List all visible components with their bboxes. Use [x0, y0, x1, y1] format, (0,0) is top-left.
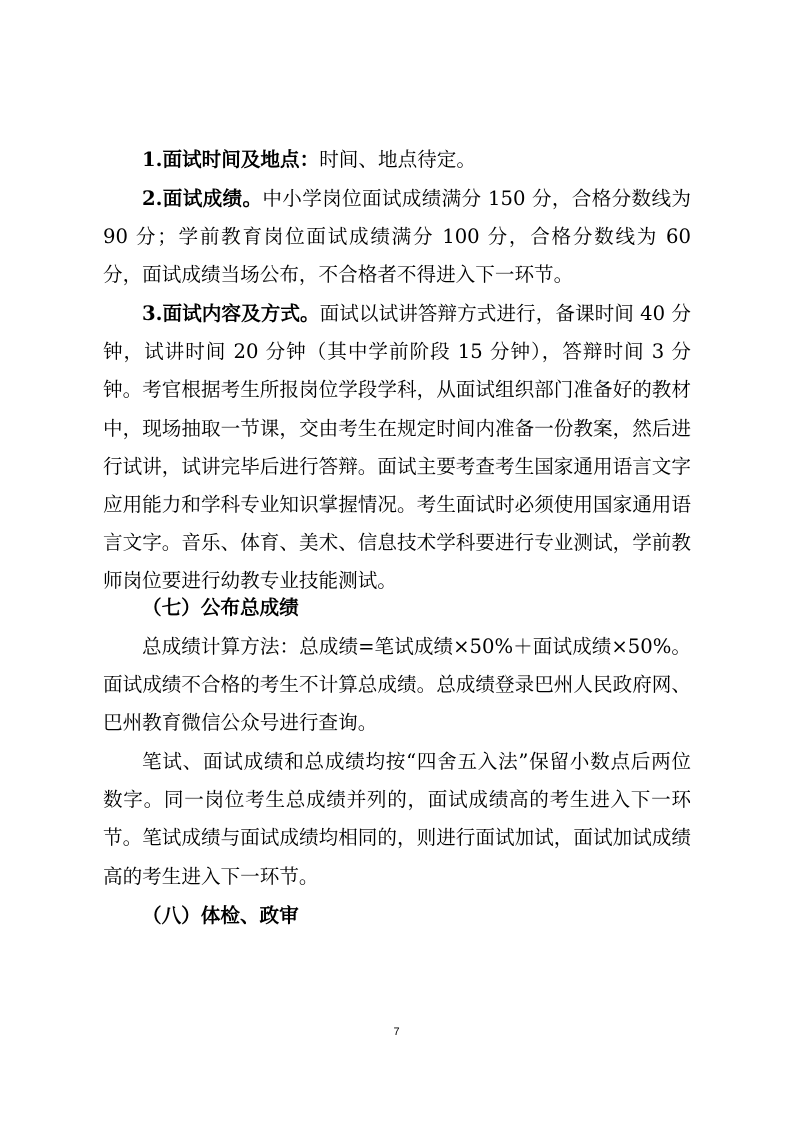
paragraph-interview-score — [103, 180, 691, 295]
paragraph-rounding-rule: 笔试、面试成绩和总成绩均按“四舍五入法”保留小数点后两位数字。同一岗位考生总成绩并列的，面试成绩高的考生进入下一环节。笔试成绩与面试成绩均相同的，则进行面试加试，面试加试成绩高的考生进入下一环节。 — [103, 750, 691, 888]
paragraph-heading: 3.面试内容及方式。 — [142, 302, 320, 325]
paragraph-total-score-method: 总成绩计算方法：总成绩=笔试成绩×50%＋面试成绩×50%。面试成绩不合格的考生不计算总成绩。总成绩登录巴州人民政府网、巴州教育微信公众号进行查询。 — [103, 635, 691, 735]
paragraph-interview-content — [103, 295, 691, 601]
paragraph-body: 中小学岗位面试成绩满分 150 分，合格分数线为 90 分；学前教育岗位面试成绩满分 100 分，合格分数线为 60 分，面试成绩当场公布，不合格者不得进入下一环节。 — [103, 187, 691, 287]
page-number: 7 — [393, 1026, 400, 1038]
paragraph-body: 时间、地点待定。 — [319, 148, 476, 171]
paragraph-interview-time — [103, 141, 691, 179]
section-heading-physical-exam: （八）体检、政审 — [142, 904, 299, 927]
paragraph-heading: 2.面试成绩。 — [142, 187, 263, 210]
paragraph-heading: 1.面试时间及地点： — [142, 148, 320, 171]
paragraph-body: 面试以试讲答辩方式进行，备课时间 40 分钟，试讲时间 20 分钟（其中学前阶段 15 分钟），答辩时间 3 分钟。考官根据考生所报岗位学段学科，从面试组织部门准备好的教材中，现场抽取一节课，交由考生在规定时间内准备一份教案，然后进行试讲，试讲完毕后进行答辩。面试主要考查考生国家通用语言文字应用能力和学科专业知识掌握情况。考生面试时必须使用国家通用语言文字。音乐、体育、美术、信息技术学科要进行专业测试，学前教师岗位要进行幼教专业技能测试。 — [103, 302, 691, 593]
section-heading-total-score: （七）公布总成绩 — [142, 596, 299, 619]
